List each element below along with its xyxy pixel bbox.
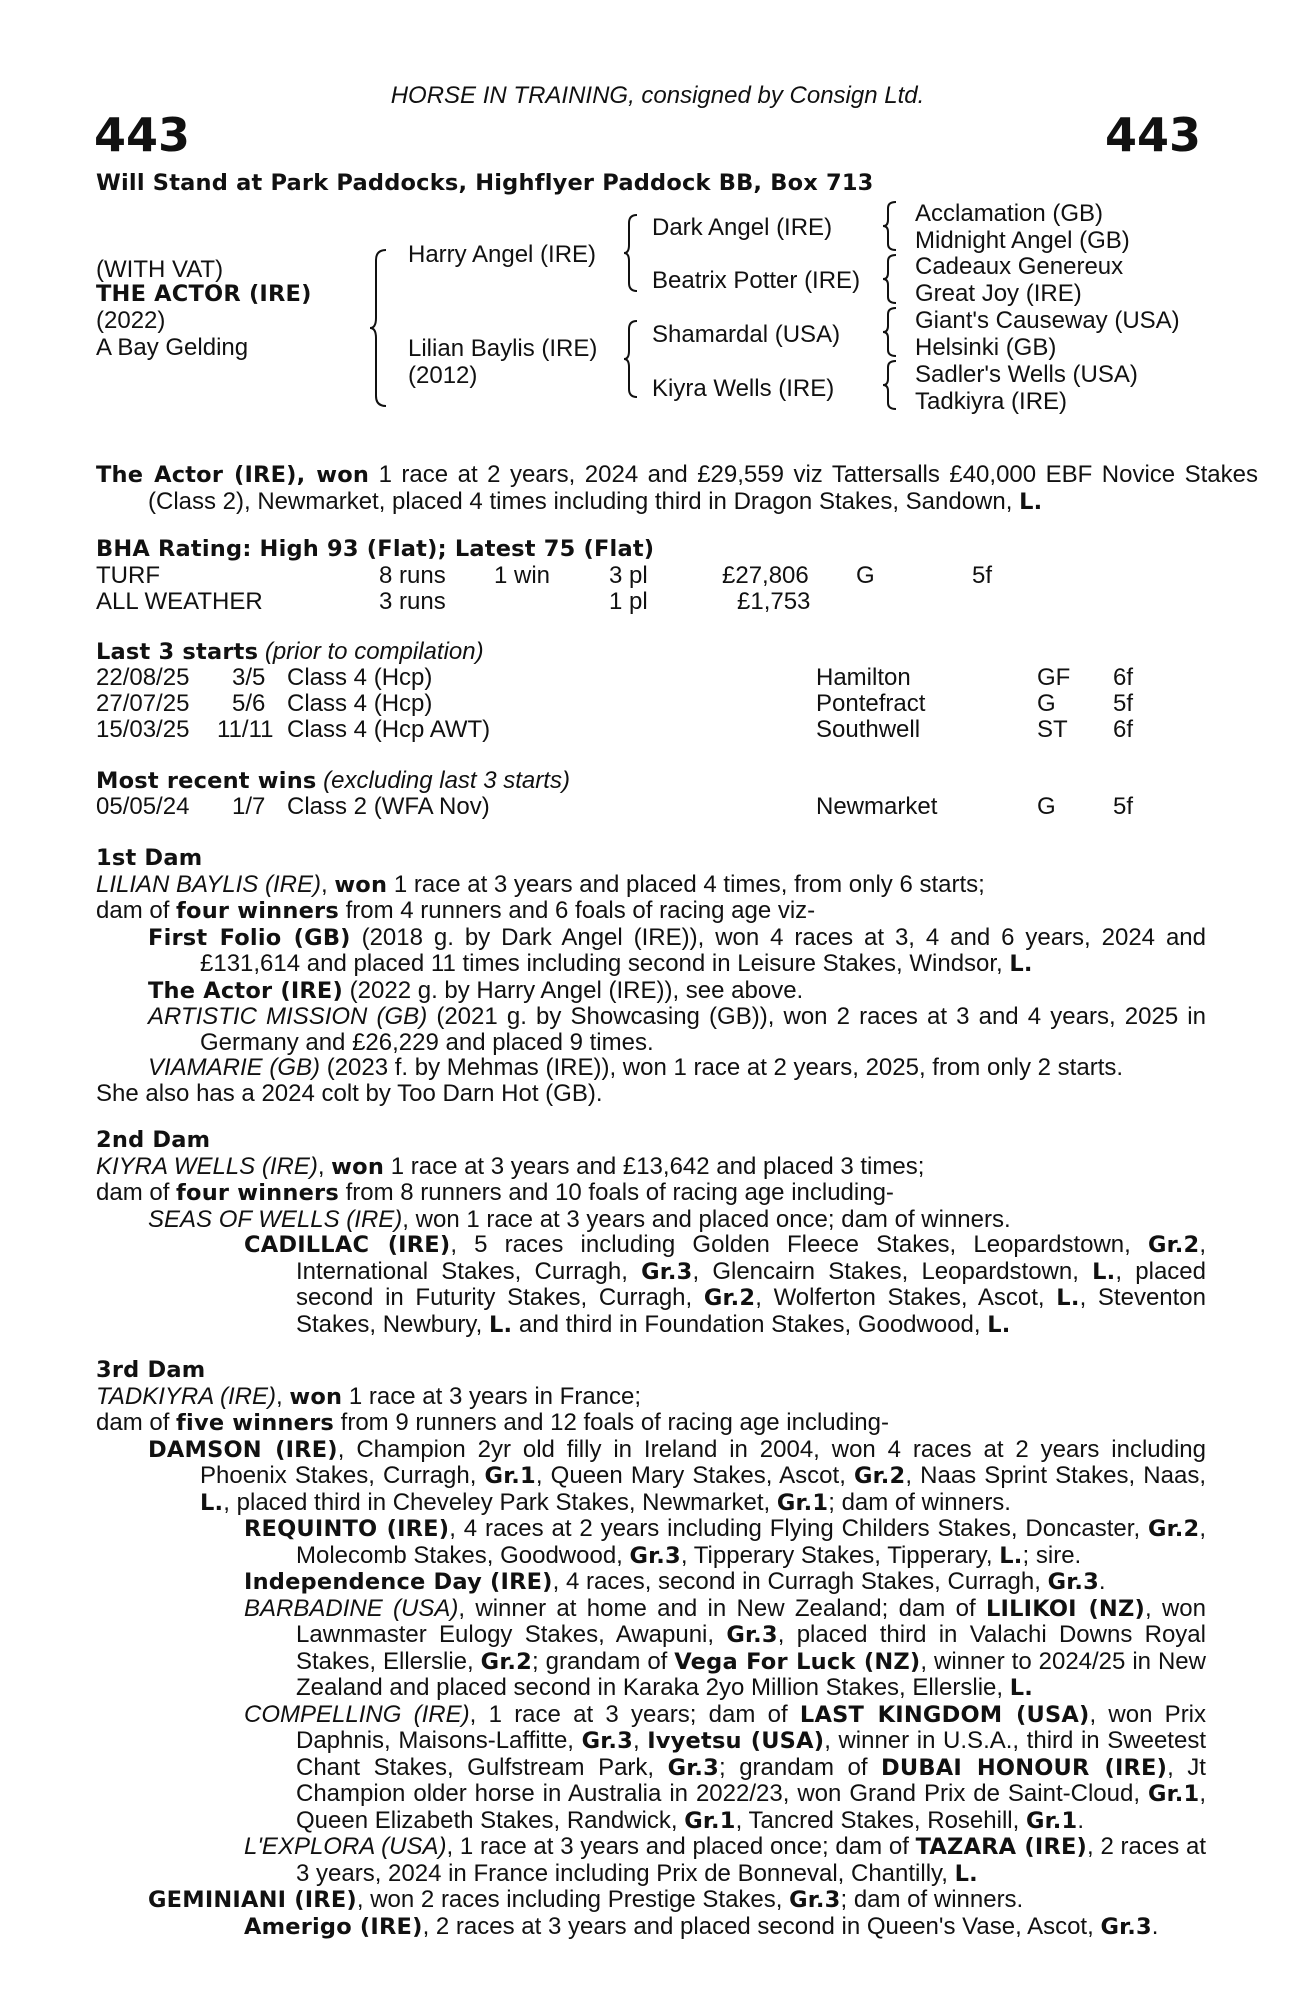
pedigree-brace-2: [883, 253, 899, 305]
first-dam-line1: [96, 872, 1206, 899]
produce-name: L'EXPLORA (USA): [244, 1833, 447, 1860]
t: , won Prix Daphnis, Maisons-Laffitte,: [296, 1700, 1207, 1754]
winners-count: five winners: [176, 1410, 334, 1436]
t: , Tipperary Stakes, Tipperary,: [680, 1541, 1000, 1569]
won-label: won: [289, 1383, 343, 1410]
t: .: [1077, 1806, 1084, 1834]
pedigree-brace-dam: [624, 319, 640, 399]
t: , winner to 2024/25 in New Zealand and placed second in Karaka 2yo Million Stakes, Ellerslie,: [296, 1647, 1206, 1701]
sep: ,: [320, 870, 335, 898]
summary-listed: L.: [1019, 488, 1043, 515]
foals-info: from 8 runners and 10 foals of racing age including-: [338, 1179, 894, 1206]
produce-record: (2021 g. by Showcasing (GB)), won 2 races at 3 and 4 years, 2025 in Germany and £26,229 and placed 9 times.: [200, 1003, 1206, 1056]
t: , Steventon Stakes, Newbury,: [296, 1284, 1207, 1338]
first-dam-section: [96, 846, 1206, 1106]
start-going: G: [1037, 690, 1056, 717]
progeny-name: TAZARA (IRE): [915, 1834, 1088, 1860]
dam-record: 1 race at 3 years and placed 4 times, from only 6 starts;: [387, 870, 985, 898]
grade: Gr.2: [480, 1648, 533, 1675]
summary-text: 1 race at 2 years, 2024 and £29,559 viz Tattersalls £40,000 EBF Novice Stakes (Class 2), Newmarket, placed 4 times including third in Dragon Stakes, Sandown,: [148, 461, 1258, 515]
summary-won: , won: [296, 462, 370, 488]
pedigree-dss: Giant's Causeway (USA): [915, 307, 1180, 334]
t: ; grandam of: [532, 1647, 675, 1675]
winners-count: four winners: [176, 898, 339, 924]
start-going: ST: [1037, 716, 1068, 743]
rating-surface: TURF: [96, 562, 160, 589]
grade: Gr.3: [581, 1728, 633, 1754]
pedigree-dds: Sadler's Wells (USA): [915, 361, 1138, 388]
produce-damson: [96, 1437, 1206, 1517]
win-going: G: [1037, 793, 1056, 820]
grade: Gr.1: [1025, 1807, 1078, 1834]
t: , placed third in Cheveley Park Stakes, Newmarket,: [223, 1488, 777, 1516]
produce-record: (2022 g. by Harry Angel (IRE)), see above.: [343, 976, 804, 1004]
start-class: Class 4 (Hcp): [287, 690, 433, 717]
t: , 1 race at 3 years; dam of: [469, 1700, 800, 1728]
first-dam-heading: 1st Dam: [96, 845, 203, 871]
produce-geminiani: [96, 1887, 1206, 1914]
t: , Queen Elizabeth Stakes, Randwick,: [296, 1780, 1206, 1834]
start-course: Southwell: [816, 716, 921, 743]
win-distance: 5f: [1113, 793, 1134, 820]
grade: Gr.3: [667, 1754, 719, 1781]
last3-note: (prior to compilation): [258, 638, 484, 665]
grade: Gr.3: [629, 1542, 681, 1569]
produce-name: The Actor (IRE): [148, 977, 343, 1004]
produce-independence-day: [96, 1569, 1206, 1596]
pedigree-dam: Lilian Baylis (IRE): [408, 335, 598, 362]
t: and third in Foundation Stakes, Goodwood,: [512, 1310, 988, 1338]
win-position: 1/7: [232, 793, 266, 820]
pedigree-dsd: Helsinki (GB): [915, 334, 1057, 361]
listed-mark: L.: [488, 1311, 513, 1338]
t: , won 2 races including Prestige Stakes,: [356, 1886, 790, 1913]
won-label: won: [334, 871, 388, 898]
t: , winner in U.S.A., third in Sweetest Chant Stakes, Gulfstream Park,: [296, 1727, 1206, 1781]
pedigree-dam-dam: Kiyra Wells (IRE): [652, 375, 835, 402]
t: , won Lawnmaster Eulogy Stakes, Awapuni,: [296, 1594, 1207, 1648]
dam-record: 1 race at 3 years and £13,642 and placed 3 times;: [384, 1152, 925, 1180]
produce-name: ARTISTIC MISSION (GB): [148, 1003, 428, 1030]
dam-of: dam of: [96, 897, 177, 924]
listed-mark: L.: [1009, 1675, 1034, 1701]
t: , 5 races including Golden Fleece Stakes, Leopardstown,: [450, 1231, 1148, 1258]
rating-wins: 1 win: [494, 562, 551, 589]
produce-artistic-mission: [96, 1004, 1206, 1055]
produce-compelling: [96, 1702, 1206, 1835]
grade: Gr.2: [1147, 1516, 1200, 1542]
pedigree-ddd: Tadkiyra (IRE): [915, 388, 1068, 415]
recent-row: [96, 794, 1206, 820]
start-date: 15/03/25: [96, 716, 190, 743]
listed-mark: L.: [200, 1489, 224, 1516]
produce-record: (2023 f. by Mehmas (IRE)), won 1 race at 2 years, 2025, from only 2 starts.: [320, 1054, 1124, 1081]
progeny-name: DUBAI HONOUR (IRE): [881, 1754, 1168, 1781]
foals-info: from 4 runners and 6 foals of racing age viz-: [338, 897, 816, 924]
listed-mark: L.: [1092, 1258, 1116, 1285]
start-class: Class 4 (Hcp AWT): [287, 716, 491, 743]
start-date: 22/08/25: [96, 664, 190, 691]
pedigree-sss: Acclamation (GB): [915, 200, 1104, 227]
start-course: Pontefract: [816, 690, 926, 717]
t: ; dam of winners.: [828, 1488, 1011, 1516]
t: , Naas Sprint Stakes, Naas,: [905, 1462, 1206, 1489]
progeny-name: LILIKOI (NZ): [986, 1595, 1145, 1622]
progeny-name: LAST KINGDOM (USA): [799, 1701, 1090, 1728]
dam-name: TADKIYRA (IRE): [96, 1382, 277, 1410]
produce-amerigo: [96, 1914, 1206, 1941]
third-dam-section: [96, 1358, 1206, 1940]
t: , 2 races at 3 years, 2024 in France including Prix de Bonneval, Chantilly,: [296, 1833, 1206, 1887]
t: , 4 races at 2 years including Flying Childers Stakes, Doncaster,: [449, 1515, 1148, 1542]
rating-going: G: [856, 562, 875, 589]
t: , Wolferton Stakes, Ascot,: [755, 1284, 1057, 1311]
win-date: 05/05/24: [96, 793, 190, 820]
won-label: won: [331, 1153, 385, 1180]
t: ; grandam of: [719, 1753, 882, 1781]
second-dam-section: [96, 1128, 1206, 1338]
t: , placed second in Futurity Stakes, Curragh,: [296, 1257, 1206, 1311]
third-dam-heading: 3rd Dam: [96, 1357, 206, 1383]
pedigree-brace-main: [370, 248, 390, 408]
produce-lexplora: [96, 1834, 1206, 1887]
pedigree-brace-4: [883, 359, 899, 411]
produce-name: SEAS OF WELLS (IRE): [148, 1205, 403, 1233]
rating-placed: 3 pl: [609, 562, 648, 589]
summary-horse-name: The Actor (IRE): [96, 462, 297, 488]
third-dam-line1: [96, 1384, 1206, 1411]
t: , Molecomb Stakes, Goodwood,: [296, 1515, 1206, 1569]
rating-runs: 8 runs: [379, 562, 446, 589]
start-position: 11/11: [217, 716, 274, 743]
horse-year: (2022): [96, 307, 166, 334]
start-position: 5/6: [232, 690, 266, 717]
race-summary: [96, 462, 1258, 515]
t: , Champion 2yr old filly in Ireland in 2004, won 4 races at 2 years including Phoenix Stakes, Curragh,: [200, 1435, 1206, 1489]
dam-record: 1 race at 3 years in France;: [342, 1382, 642, 1410]
start-distance: 6f: [1113, 716, 1134, 743]
produce-name: VIAMARIE (GB): [148, 1054, 321, 1081]
produce-name: COMPELLING (IRE): [244, 1700, 470, 1728]
pedigree-dam-year: (2012): [408, 362, 478, 389]
t: , Tancred Stakes, Rosehill,: [735, 1806, 1026, 1834]
last3-row: [96, 691, 1206, 717]
t: , placed third in Valachi Downs Royal Stakes, Ellerslie,: [296, 1621, 1206, 1675]
page-title: HORSE IN TRAINING, consigned by Consign Ltd.: [390, 82, 925, 109]
last3-row: [96, 665, 1206, 691]
vat-status: (WITH VAT): [96, 256, 224, 283]
lot-number-left: 443: [94, 108, 191, 162]
produce-name: First Folio (GB): [148, 924, 351, 951]
grade: Gr.1: [776, 1489, 829, 1516]
produce-record: , won 1 race at 3 years and placed once; dam of winners.: [402, 1205, 1011, 1233]
produce-name: BARBADINE (USA): [244, 1594, 459, 1622]
start-distance: 6f: [1113, 664, 1134, 691]
rating-runs: 3 runs: [379, 588, 446, 615]
horse-description: A Bay Gelding: [96, 334, 249, 361]
rating-row-aw: [96, 589, 1206, 615]
start-course: Hamilton: [816, 664, 911, 691]
produce-the-actor: [96, 978, 1206, 1005]
produce-name: REQUINTO (IRE): [244, 1516, 450, 1542]
listed-mark: L.: [954, 1860, 978, 1887]
grade: Gr.2: [854, 1463, 906, 1489]
progeny-name: Vega For Luck (NZ): [674, 1648, 921, 1675]
t: ; dam of winners.: [840, 1886, 1024, 1913]
produce-first-folio: [96, 925, 1206, 978]
listed-mark: L.: [999, 1542, 1023, 1569]
pedigree-sire-sire: Dark Angel (IRE): [652, 214, 833, 241]
t: , Queen Mary Stakes, Ascot,: [535, 1462, 854, 1489]
rating-surface: ALL WEATHER: [96, 588, 263, 615]
start-position: 3/5: [232, 664, 266, 691]
pedigree-sds: Cadeaux Genereux: [915, 253, 1124, 280]
produce-name: Independence Day (IRE): [244, 1569, 553, 1595]
second-dam-heading: 2nd Dam: [96, 1127, 211, 1153]
produce-name: Amerigo (IRE): [244, 1913, 423, 1940]
last3-heading: Last 3 starts: [96, 639, 259, 665]
sep: ,: [317, 1152, 332, 1180]
grade: Gr.3: [726, 1622, 778, 1648]
produce-requinto: [96, 1516, 1206, 1569]
rating-row-turf: [96, 563, 1206, 589]
start-date: 27/07/25: [96, 690, 190, 717]
foals-info: from 9 runners and 12 foals of racing age including-: [334, 1409, 889, 1436]
t: .: [1098, 1568, 1106, 1595]
lot-number-right: 443: [1104, 108, 1201, 162]
sep: ,: [276, 1382, 290, 1410]
produce-cadillac: [96, 1232, 1206, 1338]
grade: Gr.3: [789, 1887, 841, 1913]
t: , Jt Champion older horse in Australia in 2022/23, won Grand Prix de Saint-Cloud,: [296, 1753, 1206, 1807]
produce-viamarie: [96, 1055, 1206, 1081]
first-dam-note: She also has a 2024 colt by Too Darn Hot (GB).: [96, 1079, 603, 1107]
t: , 4 races, second in Curragh Stakes, Curragh,: [552, 1568, 1048, 1595]
pedigree-brace-sire: [624, 213, 640, 293]
t: , winner at home and in New Zealand; dam of: [458, 1594, 986, 1622]
horse-name: THE ACTOR (IRE): [96, 281, 312, 307]
second-dam-line2: [96, 1180, 1206, 1207]
t: , 1 race at 3 years and placed once; dam of: [446, 1833, 916, 1860]
listed-mark: L.: [1056, 1285, 1080, 1311]
produce-name: DAMSON (IRE): [148, 1436, 338, 1463]
produce-name: CADILLAC (IRE): [244, 1232, 451, 1258]
start-distance: 5f: [1113, 690, 1134, 717]
grade: Gr.2: [1147, 1232, 1200, 1258]
recent-note: (excluding last 3 starts): [316, 767, 570, 794]
produce-name: GEMINIANI (IRE): [148, 1887, 357, 1913]
grade: Gr.3: [1047, 1569, 1099, 1595]
recent-heading: Most recent wins: [96, 768, 317, 794]
dam-of: dam of: [96, 1409, 177, 1436]
t: , Glencairn Stakes, Leopardstown,: [692, 1257, 1093, 1285]
grade: Gr.1: [484, 1463, 536, 1489]
t: , 2 races at 3 years and placed second in Queen's Vase, Ascot,: [422, 1912, 1101, 1940]
recent-heading-line: [96, 768, 570, 795]
t: ; sire.: [1022, 1541, 1082, 1569]
grade: Gr.2: [703, 1285, 756, 1311]
pedigree-dam-sire: Shamardal (USA): [652, 321, 841, 348]
produce-barbadine: [96, 1596, 1206, 1702]
bha-rating-heading: BHA Rating: High 93 (Flat); Latest 75 (Flat): [96, 536, 655, 562]
rating-distance: 5f: [972, 562, 993, 589]
grade: Gr.1: [1147, 1781, 1200, 1807]
grade: Gr.1: [684, 1807, 736, 1834]
third-dam-line2: [96, 1410, 1206, 1437]
pedigree-brace-3: [883, 306, 899, 358]
win-course: Newmarket: [816, 793, 938, 820]
pedigree-ssd: Midnight Angel (GB): [915, 227, 1130, 254]
produce-seas-of-wells: [96, 1207, 1206, 1233]
rating-amount: £1,753: [737, 588, 811, 615]
rating-placed: 1 pl: [609, 588, 648, 615]
win-class: Class 2 (WFA Nov): [287, 793, 490, 820]
grade: Gr.3: [641, 1258, 693, 1285]
start-going: GF: [1037, 664, 1071, 691]
rating-amount: £27,806: [722, 562, 809, 589]
dam-of: dam of: [96, 1179, 177, 1206]
produce-record: (2018 g. by Dark Angel (IRE)), won 4 races at 3, 4 and 6 years, 2024 and £131,614 and placed 11 times including second in Leisure Stakes, Windsor,: [200, 923, 1206, 977]
grade: Gr.3: [1100, 1913, 1152, 1940]
pedigree-brace-1: [883, 200, 899, 252]
pedigree-sire-dam: Beatrix Potter (IRE): [652, 267, 861, 294]
pedigree-sire: Harry Angel (IRE): [408, 241, 597, 268]
winners-count: four winners: [176, 1180, 339, 1206]
start-class: Class 4 (Hcp): [287, 664, 433, 691]
t: .: [1151, 1912, 1159, 1940]
t: ,: [632, 1727, 648, 1754]
dam-name: KIYRA WELLS (IRE): [96, 1152, 318, 1180]
progeny-name: Ivyetsu (USA): [647, 1728, 825, 1754]
stand-location: Will Stand at Park Paddocks, Highflyer Paddock BB, Box 713: [96, 170, 874, 196]
last3-row: [96, 717, 1206, 743]
t: , International Stakes, Curragh,: [296, 1231, 1207, 1285]
first-dam-line2: [96, 898, 1206, 925]
listed-mark: L.: [1009, 951, 1033, 977]
second-dam-line1: [96, 1154, 1206, 1181]
pedigree-sdd: Great Joy (IRE): [915, 280, 1082, 307]
dam-name: LILIAN BAYLIS (IRE): [96, 870, 321, 898]
listed-mark: L.: [987, 1311, 1011, 1338]
last3-heading-line: [96, 639, 484, 666]
